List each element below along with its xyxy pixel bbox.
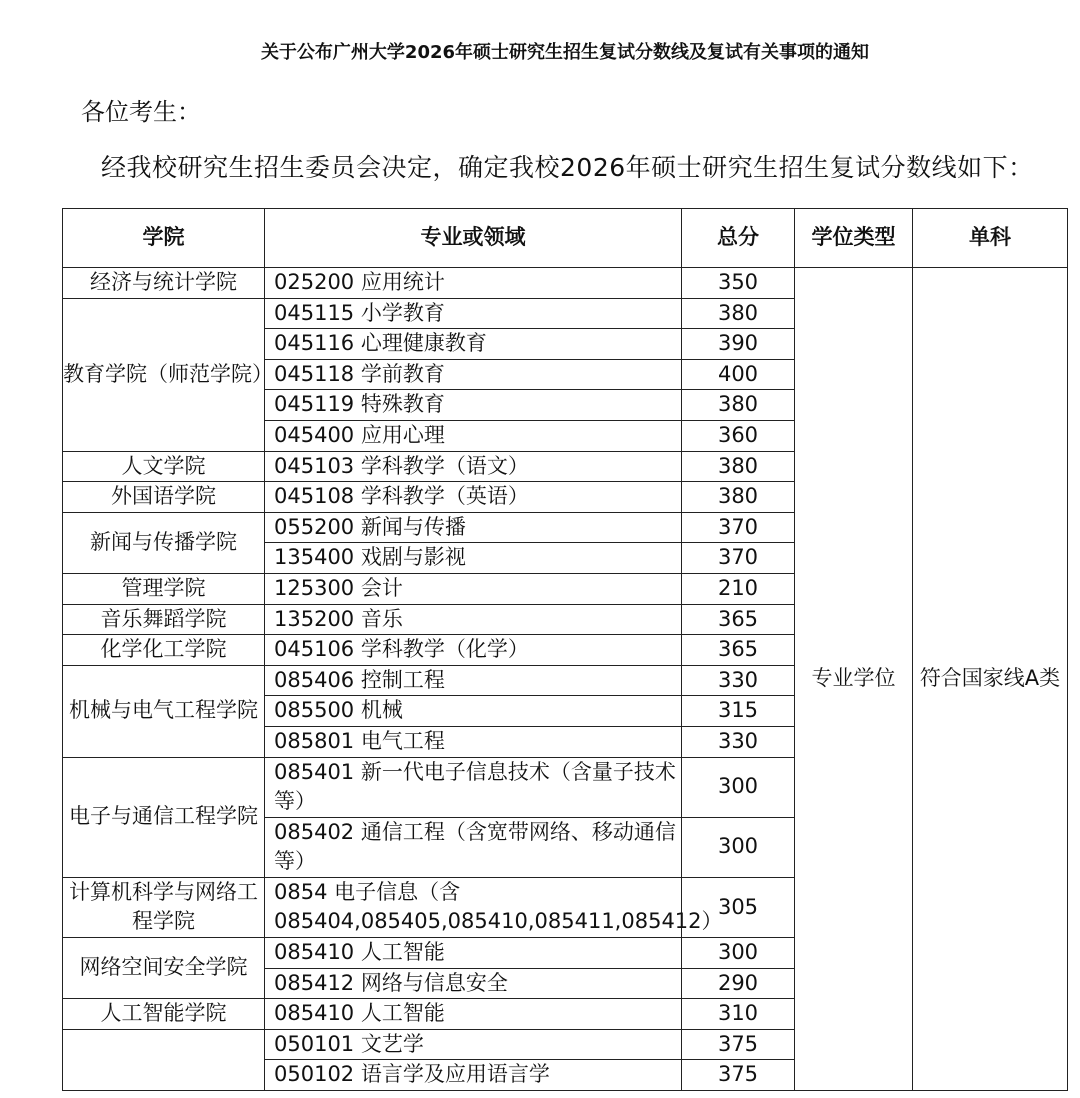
major-cell: 125300 会计 — [265, 573, 682, 604]
major-cell: 135200 音乐 — [265, 604, 682, 635]
major-cell: 0854 电子信息（含085404,085405,085410,085411,085412） — [265, 877, 682, 937]
major-cell: 085406 控制工程 — [265, 665, 682, 696]
score-cell: 300 — [682, 757, 795, 817]
score-cell: 365 — [682, 604, 795, 635]
college-cell: 电子与通信工程学院 — [63, 757, 265, 877]
college-cell: 人文学院 — [63, 451, 265, 482]
header-single-subject: 单科 — [913, 209, 1068, 268]
score-cell: 290 — [682, 968, 795, 999]
score-cell: 210 — [682, 573, 795, 604]
college-cell: 经济与统计学院 — [63, 268, 265, 299]
major-cell: 050101 文艺学 — [265, 1029, 682, 1060]
major-cell: 085412 网络与信息安全 — [265, 968, 682, 999]
college-cell: 管理学院 — [63, 573, 265, 604]
college-cell — [63, 1029, 265, 1090]
score-table — [62, 208, 1068, 1091]
college-cell: 新闻与传播学院 — [63, 512, 265, 573]
score-cell: 305 — [682, 877, 795, 937]
college-cell: 音乐舞蹈学院 — [63, 604, 265, 635]
score-cell: 400 — [682, 359, 795, 390]
score-cell: 380 — [682, 298, 795, 329]
major-cell: 085410 人工智能 — [265, 938, 682, 969]
major-cell: 050102 语言学及应用语言学 — [265, 1060, 682, 1091]
major-cell: 045118 学前教育 — [265, 359, 682, 390]
header-score: 总分 — [682, 209, 795, 268]
major-cell: 045106 学科教学（化学） — [265, 635, 682, 666]
score-cell: 310 — [682, 999, 795, 1030]
college-cell: 机械与电气工程学院 — [63, 665, 265, 757]
major-cell: 045103 学科教学（语文） — [265, 451, 682, 482]
score-cell: 375 — [682, 1029, 795, 1060]
intro-paragraph: 经我校研究生招生委员会决定，确定我校2026年硕士研究生招生复试分数线如下： — [101, 153, 1034, 182]
major-cell: 085410 人工智能 — [265, 999, 682, 1030]
major-cell: 135400 戏剧与影视 — [265, 543, 682, 574]
score-cell: 330 — [682, 726, 795, 757]
score-cell: 330 — [682, 665, 795, 696]
notice-title: 关于公布广州大学2026年硕士研究生招生复试分数线及复试有关事项的通知 — [260, 42, 870, 63]
header-degree-type: 学位类型 — [795, 209, 913, 268]
score-cell: 315 — [682, 696, 795, 727]
degree-type-cell: 专业学位 — [795, 268, 913, 1091]
major-cell: 045115 小学教育 — [265, 298, 682, 329]
major-cell: 055200 新闻与传播 — [265, 512, 682, 543]
score-cell: 380 — [682, 482, 795, 513]
college-cell: 计算机科学与网络工程学院 — [63, 877, 265, 937]
major-cell: 025200 应用统计 — [265, 268, 682, 299]
score-cell: 370 — [682, 512, 795, 543]
major-cell: 045108 学科教学（英语） — [265, 482, 682, 513]
score-cell: 375 — [682, 1060, 795, 1091]
score-cell: 300 — [682, 817, 795, 877]
score-cell: 300 — [682, 938, 795, 969]
score-cell: 370 — [682, 543, 795, 574]
major-cell: 045400 应用心理 — [265, 420, 682, 451]
college-cell: 外国语学院 — [63, 482, 265, 513]
college-cell: 化学化工学院 — [63, 635, 265, 666]
table-body — [63, 268, 1068, 1091]
score-cell: 365 — [682, 635, 795, 666]
major-cell: 045119 特殊教育 — [265, 390, 682, 421]
score-cell: 380 — [682, 451, 795, 482]
score-cell: 380 — [682, 390, 795, 421]
major-cell: 045116 心理健康教育 — [265, 329, 682, 360]
header-college: 学院 — [63, 209, 265, 268]
major-cell: 085402 通信工程（含宽带网络、移动通信等） — [265, 817, 682, 877]
major-cell: 085801 电气工程 — [265, 726, 682, 757]
college-cell: 人工智能学院 — [63, 999, 265, 1030]
college-cell: 网络空间安全学院 — [63, 938, 265, 999]
table-header-row — [63, 209, 1068, 268]
college-cell: 教育学院（师范学院） — [63, 298, 265, 451]
single-subject-cell: 符合国家线A类 — [913, 268, 1068, 1091]
major-cell: 085500 机械 — [265, 696, 682, 727]
table-row — [63, 268, 1068, 299]
header-major: 专业或领域 — [265, 209, 682, 268]
score-cell: 390 — [682, 329, 795, 360]
greeting: 各位考生： — [81, 98, 201, 126]
score-cell: 350 — [682, 268, 795, 299]
major-cell: 085401 新一代电子信息技术（含量子技术等） — [265, 757, 682, 817]
score-cell: 360 — [682, 420, 795, 451]
